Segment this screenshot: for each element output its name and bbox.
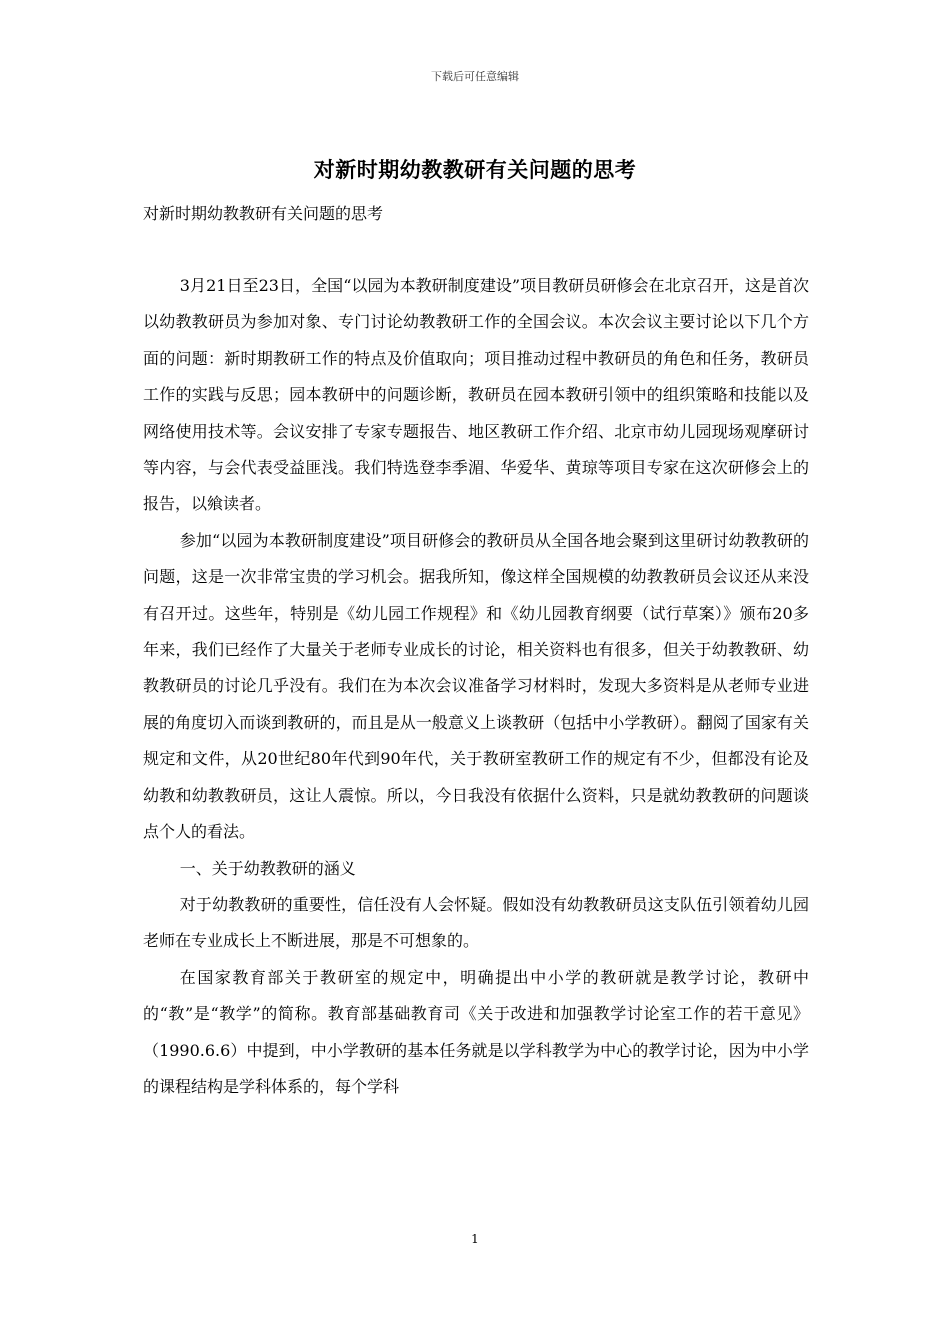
paragraph-1: 3月21日至23日，全国“以园为本教研制度建设”项目教研员研修会在北京召开，这是首次以幼教教研员为参加对象、专门讨论幼教教研工作的全国会议。本次会议主要讨论以下几个方面的问题：新时期教研工作的特点及价值取向；项目推动过程中教研员的角色和任务，教研员工作的实践与反思；园本教研中的问题诊断，教研员在园本教研引领中的组织策略和技能以及网络使用技术等。会议安排了专家专题报告、地区教研工作介绍、北京市幼儿园现场观摩研讨等内容，与会代表受益匪浅。我们特选登李季湄、华爱华、黄琼等项目专家在这次研修会上的报告，以飨读者。 bbox=[143, 276, 809, 514]
document-subtitle: 对新时期幼教教研有关问题的思考 bbox=[143, 204, 384, 223]
document-title: 对新时期幼教教研有关问题的思考 bbox=[313, 157, 637, 182]
document-body bbox=[143, 268, 809, 1105]
section-heading: 一、关于幼教教研的涵义 bbox=[179, 858, 356, 878]
page-number: 1 bbox=[471, 1232, 479, 1246]
header-note: 下载后可任意编辑 bbox=[431, 70, 519, 83]
paragraph-3: 对于幼教教研的重要性，信任没有人会怀疑。假如没有幼教教研员这支队伍引领着幼儿园老师在专业成长上不断进展，那是不可想象的。 bbox=[143, 894, 809, 951]
paragraph-4: 在国家教育部关于教研室的规定中，明确提出中小学的教研就是教学讨论，教研中的“教”是“教学”的简称。教育部基础教育司《关于改进和加强教学讨论室工作的若干意见》（1990.6.6）中提到，中小学教研的基本任务就是以学科教学为中心的教学讨论，因为中小学的课程结构是学科体系的，每个学科 bbox=[143, 967, 809, 1096]
paragraph-2: 参加“以园为本教研制度建设”项目研修会的教研员从全国各地会聚到这里研讨幼教教研的问题，这是一次非常宝贵的学习机会。据我所知，像这样全国规模的幼教教研员会议还从来没有召开过。这些年，特别是《幼儿园工作规程》和《幼儿园教育纲要（试行草案）》颁布20多年来，我们已经作了大量关于老师专业成长的讨论，相关资料也有很多，但关于幼教教研、幼教教研员的讨论几乎没有。我们在为本次会议准备学习材料时，发现大多资料是从老师专业进展的角度切入而谈到教研的，而且是从一般意义上谈教研（包括中小学教研）。翻阅了国家有关规定和文件，从20世纪80年代到90年代，关于教研室教研工作的规定有不少，但都没有论及幼教和幼教教研员，这让人震惊。所以，今日我没有依据什么资料，只是就幼教教研的问题谈点个人的看法。 bbox=[143, 530, 809, 842]
